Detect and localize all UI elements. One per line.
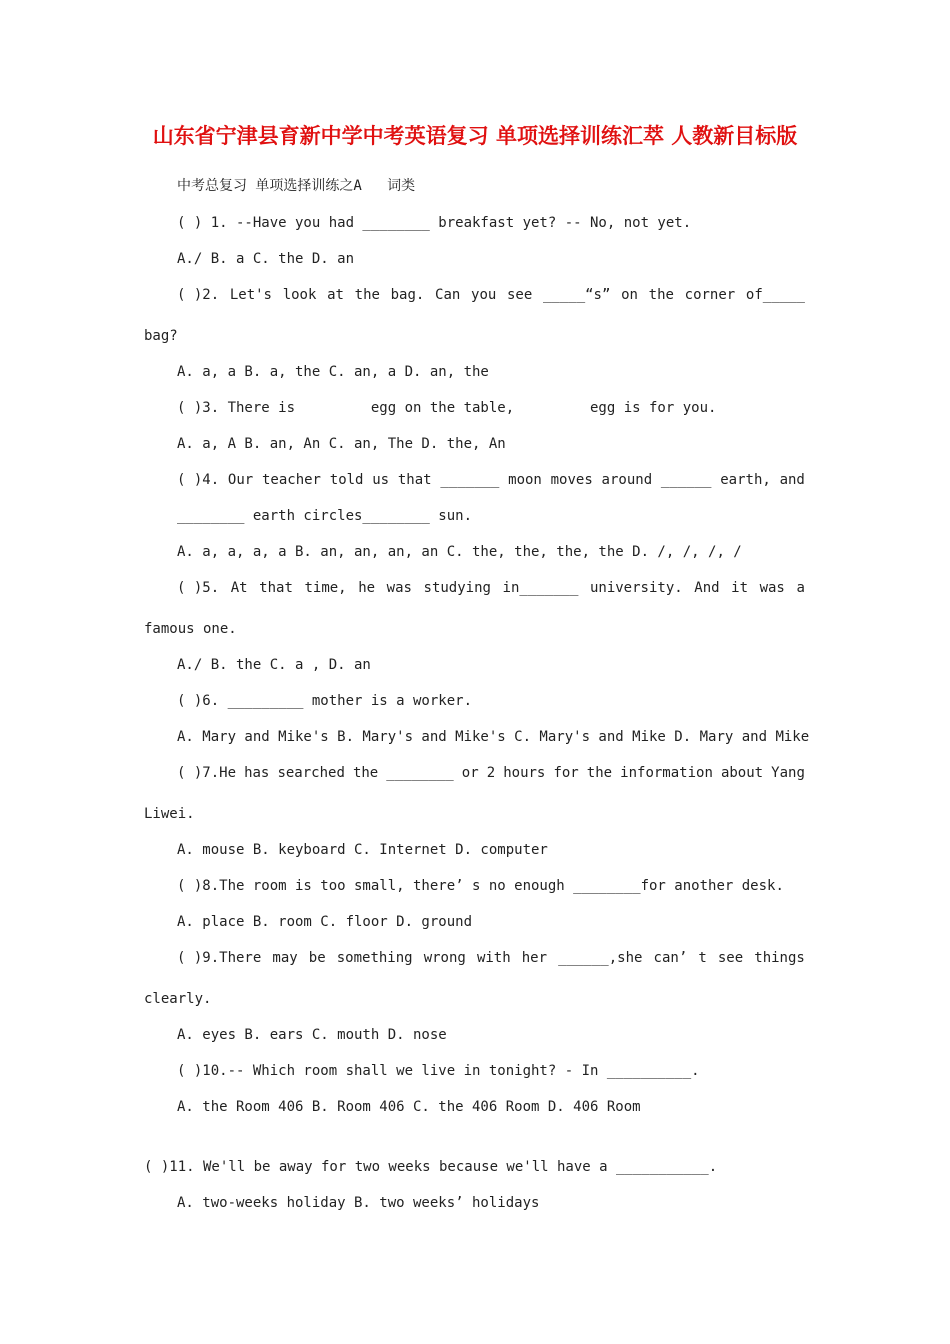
- word: And: [694, 580, 720, 596]
- word: something: [336, 950, 413, 966]
- word: told: [329, 472, 364, 488]
- question-2: [177, 286, 805, 304]
- word: may: [272, 950, 298, 966]
- section-subtitle: 中考总复习 单项选择训练之A 词类: [177, 178, 416, 194]
- word: ( )7.He: [177, 765, 237, 781]
- word: ________: [386, 765, 454, 781]
- word: has: [244, 765, 270, 781]
- question-9-continued: clearly.: [144, 991, 212, 1007]
- word: time,: [304, 580, 347, 596]
- word: bag.: [390, 287, 425, 303]
- word: information: [620, 765, 713, 781]
- word: on: [621, 287, 638, 303]
- word: corner: [684, 287, 736, 303]
- word: at: [327, 287, 344, 303]
- word: earth,: [720, 472, 771, 488]
- question-11: ( )11. We'll be away for two weeks because we'll have a ___________.: [144, 1159, 718, 1175]
- question-8-options: A. place B. room C. floor D. ground: [177, 914, 473, 930]
- word: _______: [440, 472, 500, 488]
- word: ______,she: [558, 950, 643, 966]
- question-9: [177, 949, 805, 967]
- word: ( )5.: [177, 580, 220, 596]
- question-5-options: A./ B. the C. a , D. an: [177, 657, 371, 673]
- word: Our: [227, 472, 254, 488]
- word: the: [586, 765, 613, 781]
- word: for: [553, 765, 579, 781]
- word: was: [759, 580, 785, 596]
- word: university.: [589, 580, 683, 596]
- question-5-continued: famous one.: [144, 621, 237, 637]
- question-2-continued: bag?: [144, 328, 178, 344]
- question-3: ( )3. There is egg on the table, egg is for you.: [177, 400, 717, 416]
- question-5: [177, 579, 805, 597]
- word: ( )9.There: [177, 950, 262, 966]
- word: a: [796, 580, 805, 596]
- word: searched: [277, 765, 345, 781]
- word: and: [779, 472, 805, 488]
- question-7-continued: Liwei.: [144, 806, 195, 822]
- question-10: ( )10.-- Which room shall we live in tonight? - In __________.: [177, 1063, 700, 1079]
- word: or: [461, 765, 479, 781]
- question-6: ( )6. _________ mother is a worker.: [177, 693, 473, 709]
- word: can’: [653, 950, 688, 966]
- word: around: [601, 472, 653, 488]
- word: look: [282, 287, 317, 303]
- word: us: [372, 472, 390, 488]
- question-8: ( )8.The room is too small, there’ s no enough ________for another desk.: [177, 878, 784, 894]
- word: wrong: [423, 950, 466, 966]
- word: see: [507, 287, 533, 303]
- question-4-options: A. a, a, a, a B. an, an, an, an C. the, the, the, the D. /, /, /, /: [177, 544, 742, 560]
- word: that: [397, 472, 432, 488]
- word: see: [717, 950, 744, 966]
- question-4: [177, 471, 805, 489]
- word: t: [698, 950, 707, 966]
- question-3-options: A. a, A B. an, An C. an, The D. the, An: [177, 436, 506, 452]
- question-10-options: A. the Room 406 B. Room 406 C. the 406 Room D. 406 Room: [177, 1099, 641, 1115]
- question-7-options: A. mouse B. keyboard C. Internet D. computer: [177, 842, 548, 858]
- word: it: [731, 580, 748, 596]
- word: studying: [423, 580, 491, 596]
- word: the: [352, 765, 379, 781]
- document-title: 山东省宁津县育新中学中考英语复习 单项选择训练汇萃 人教新目标版: [152, 123, 798, 148]
- word: hours: [503, 765, 546, 781]
- word: about: [720, 765, 764, 781]
- word: of_____: [745, 287, 805, 303]
- word: things: [754, 950, 805, 966]
- question-1-options: A./ B. a C. the D. an: [177, 251, 355, 267]
- word: with: [476, 950, 511, 966]
- question-9-options: A. eyes B. ears C. mouth D. nose: [177, 1027, 447, 1043]
- word: the: [354, 287, 380, 303]
- question-6-options: A. Mary and Mike's B. Mary's and Mike's C. Mary's and Mike D. Mary and Mike: [177, 729, 810, 745]
- word: Can: [435, 287, 461, 303]
- word: ( )4.: [177, 472, 220, 488]
- word: he: [358, 580, 376, 596]
- word: Yang: [771, 765, 805, 781]
- word: Let's: [229, 287, 272, 303]
- word: in_______: [502, 580, 579, 596]
- word: was: [386, 580, 412, 596]
- word: moon: [508, 472, 542, 488]
- word: moves: [550, 472, 593, 488]
- question-1: ( ) 1. --Have you had ________ breakfast yet? -- No, not yet.: [177, 215, 692, 231]
- word: _____“s”: [542, 287, 611, 303]
- word: ( )2.: [177, 287, 220, 303]
- question-2-options: A. a, a B. a, the C. an, a D. an, the: [177, 364, 489, 380]
- word: 2: [486, 765, 496, 781]
- word: ______: [660, 472, 712, 488]
- question-11-options: A. two-weeks holiday B. two weeks’ holidays: [177, 1195, 540, 1211]
- question-7: [177, 764, 805, 782]
- word: her: [521, 950, 548, 966]
- word: At: [230, 580, 248, 596]
- word: that: [259, 580, 293, 596]
- word: the: [648, 287, 674, 303]
- word: be: [308, 950, 326, 966]
- question-4-continued: ________ earth circles________ sun.: [177, 508, 473, 524]
- word: you: [471, 287, 497, 303]
- word: teacher: [261, 472, 321, 488]
